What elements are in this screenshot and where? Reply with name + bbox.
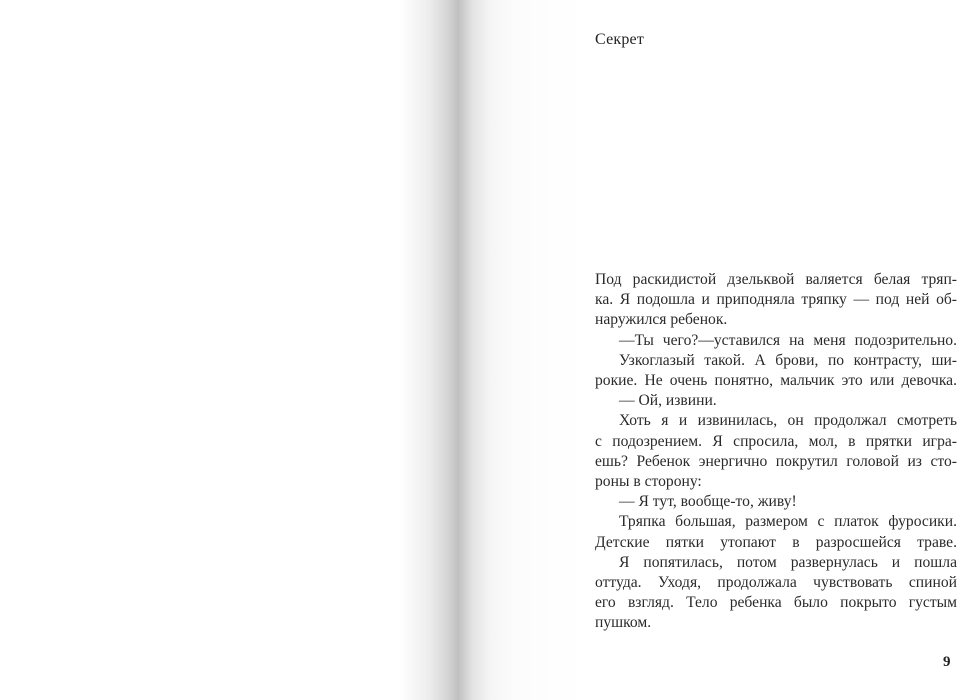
text-line: Я попятилась, потом развернулась и пошла [619,553,957,571]
text-line: ешь? Ребенок энергично покрутил головой из сто- [595,452,957,470]
text-line: оттуда. Уходя, продолжала чувствовать спиной [595,574,957,592]
text-line: рокие. Не очень понятно, мальчик это или девочка. [595,372,957,390]
text-line: Детские пятки утопают в разросшейся траве. [595,533,957,551]
text-line: Хоть я и извинилась, он продолжал смотреть [619,412,957,430]
text-line: Тряпка большая, размером с платок фуросики. [619,513,957,531]
text-line: с подозрением. Я спросила, мол, в прятки игра- [595,432,957,450]
text-line: наружился ребенок. [595,311,728,329]
text-line: его взгляд. Тело ребенка было покрыто густым [595,594,957,612]
text-line: Под раскидистой дзельквой валяется белая тряп- [595,271,957,288]
text-line: —Ты чего?—уставился на меня подозрительно. [619,331,957,349]
book-gutter-shadow [400,0,585,700]
body-text [595,270,957,634]
text-line: — Ой, извини. [619,392,717,410]
left-page [0,0,460,700]
text-line: роны в сторону: [595,473,702,491]
text-line: — Я тут, вообще-то, живу! [619,493,797,511]
page-number: 9 [943,654,951,670]
running-head: Секрет [595,31,645,48]
text-line: Узкоглазый такой. А брови, по контрасту, ши- [619,351,957,369]
text-line: пушком. [595,614,652,632]
text-line: ка. Я подошла и приподняла тряпку — под ней об- [595,291,957,309]
